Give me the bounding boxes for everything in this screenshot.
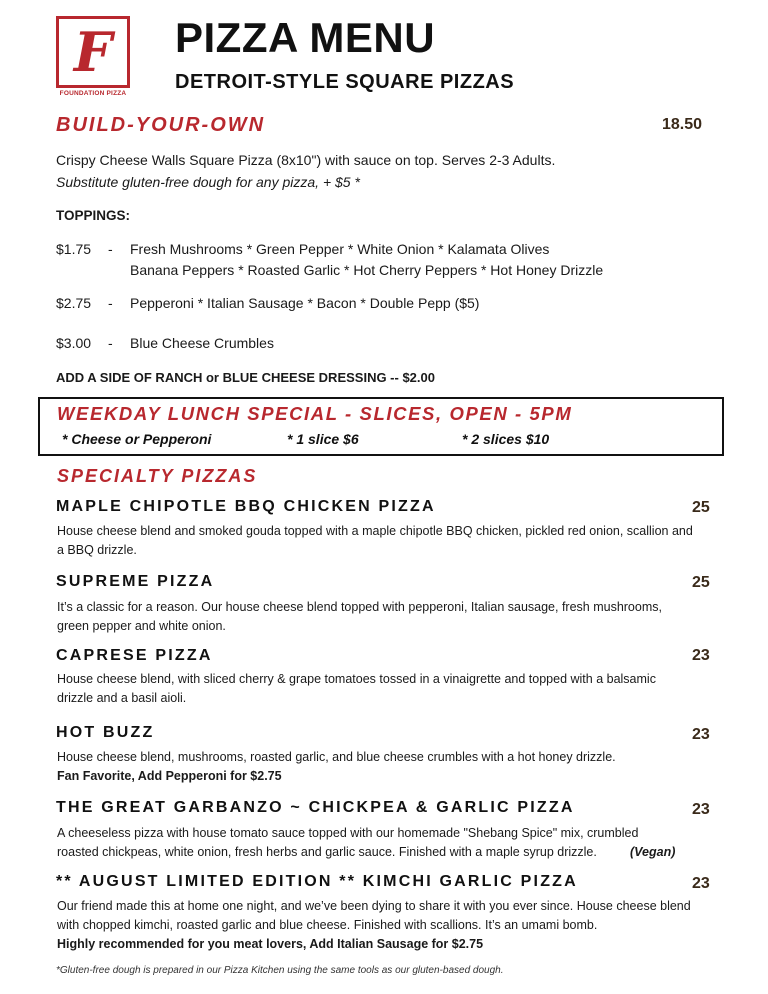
topping-price: $3.00 (56, 335, 92, 351)
lunch-special-heading: WEEKDAY LUNCH SPECIAL - SLICES, OPEN - 5PM (57, 403, 573, 424)
pizza-name: CAPRESE PIZZA (56, 647, 213, 664)
topping-row (0, 239, 768, 283)
build-your-own-description: Crispy Cheese Walls Square Pizza (8x10") with sauce on top. Serves 2-3 Adults. (56, 152, 556, 168)
pizza-description: with chopped kimchi, roasted garlic and blue cheese. Finished with scallions. It’s an umami bomb. (57, 918, 598, 932)
pizza-name: HOT BUZZ (56, 724, 155, 741)
logo (56, 16, 130, 88)
toppings-label: TOPPINGS: (56, 208, 131, 223)
topping-row (0, 293, 768, 315)
pizza-note: Highly recommended for you meat lovers, Add Italian Sausage for $2.75 (57, 937, 484, 951)
lunch-item: * 2 slices $10 (462, 431, 550, 447)
topping-list: Fresh Mushrooms * Green Pepper * White Onion * Kalamata Olives (130, 241, 550, 257)
topping-row (0, 333, 768, 355)
pizza-description: A cheeseless pizza with house tomato sauce topped with our homemade "Shebang Spice" mix, crumbled (57, 826, 639, 840)
pizza-name: THE GREAT GARBANZO ~ CHICKPEA & GARLIC PIZZA (56, 799, 575, 816)
pizza-note: Fan Favorite, Add Pepperoni for $2.75 (57, 769, 282, 783)
pizza-description: drizzle and a basil aioli. (57, 691, 187, 705)
pizza-price: 23 (692, 875, 710, 892)
build-your-own-heading: BUILD-YOUR-OWN (56, 114, 266, 136)
page-subtitle: DETROIT-STYLE SQUARE PIZZAS (175, 71, 515, 93)
logo-caption: FOUNDATION PIZZA (59, 90, 127, 97)
pizza-price: 25 (692, 574, 710, 591)
logo-letter: F (73, 20, 113, 84)
footnote: *Gluten-free dough is prepared in our Pizza Kitchen using the same tools as our gluten-based dough. (56, 965, 504, 976)
pizza-name: SUPREME PIZZA (56, 573, 215, 590)
pizza-name: ** AUGUST LIMITED EDITION ** KIMCHI GARLIC PIZZA (56, 873, 578, 890)
page-title: PIZZA MENU (175, 14, 436, 61)
pizza-description: a BBQ drizzle. (57, 543, 137, 557)
specialty-heading: SPECIALTY PIZZAS (57, 466, 258, 486)
build-your-own-price: 18.50 (662, 116, 703, 133)
topping-dash: - (108, 295, 113, 311)
pizza-price: 23 (692, 726, 710, 743)
topping-price: $2.75 (56, 295, 92, 311)
pizza-price: 23 (692, 647, 710, 664)
pizza-description: House cheese blend, with sliced cherry & grape tomatoes tossed in a vinaigrette and topped with a balsamic (57, 672, 656, 686)
gluten-free-note: Substitute gluten-free dough for any pizza, + $5 * (56, 174, 360, 190)
topping-list: Pepperoni * Italian Sausage * Bacon * Double Pepp ($5) (130, 295, 480, 311)
topping-list: Banana Peppers * Roasted Garlic * Hot Cherry Peppers * Hot Honey Drizzle (130, 262, 604, 278)
pizza-price: 25 (692, 499, 710, 516)
dressing-note: ADD A SIDE OF RANCH or BLUE CHEESE DRESSING -- $2.00 (56, 370, 435, 385)
vegan-tag: (Vegan) (630, 845, 676, 859)
pizza-description: green pepper and white onion. (57, 619, 226, 633)
topping-dash: - (108, 241, 113, 257)
pizza-description: Our friend made this at home one night, and we’ve been dying to share it with you ever since. House cheese blend (57, 899, 691, 913)
topping-dash: - (108, 335, 113, 351)
pizza-description: House cheese blend, mushrooms, roasted garlic, and blue cheese crumbles with a hot honey drizzle. (57, 750, 616, 764)
topping-price: $1.75 (56, 241, 92, 257)
pizza-description: roasted chickpeas, white onion, fresh herbs and garlic sauce. Finished with a maple syrup drizzle. (57, 845, 597, 859)
topping-list: Blue Cheese Crumbles (130, 335, 274, 351)
pizza-name: MAPLE CHIPOTLE BBQ CHICKEN PIZZA (56, 498, 436, 515)
pizza-price: 23 (692, 801, 710, 818)
pizza-description: It’s a classic for a reason. Our house cheese blend topped with pepperoni, Italian sausage, fresh mushrooms, (57, 600, 662, 614)
pizza-description: House cheese blend and smoked gouda topped with a maple chipotle BBQ chicken, pickled red onion, scallion and (57, 524, 693, 538)
lunch-item: * 1 slice $6 (287, 431, 359, 447)
lunch-item: * Cheese or Pepperoni (62, 431, 212, 447)
